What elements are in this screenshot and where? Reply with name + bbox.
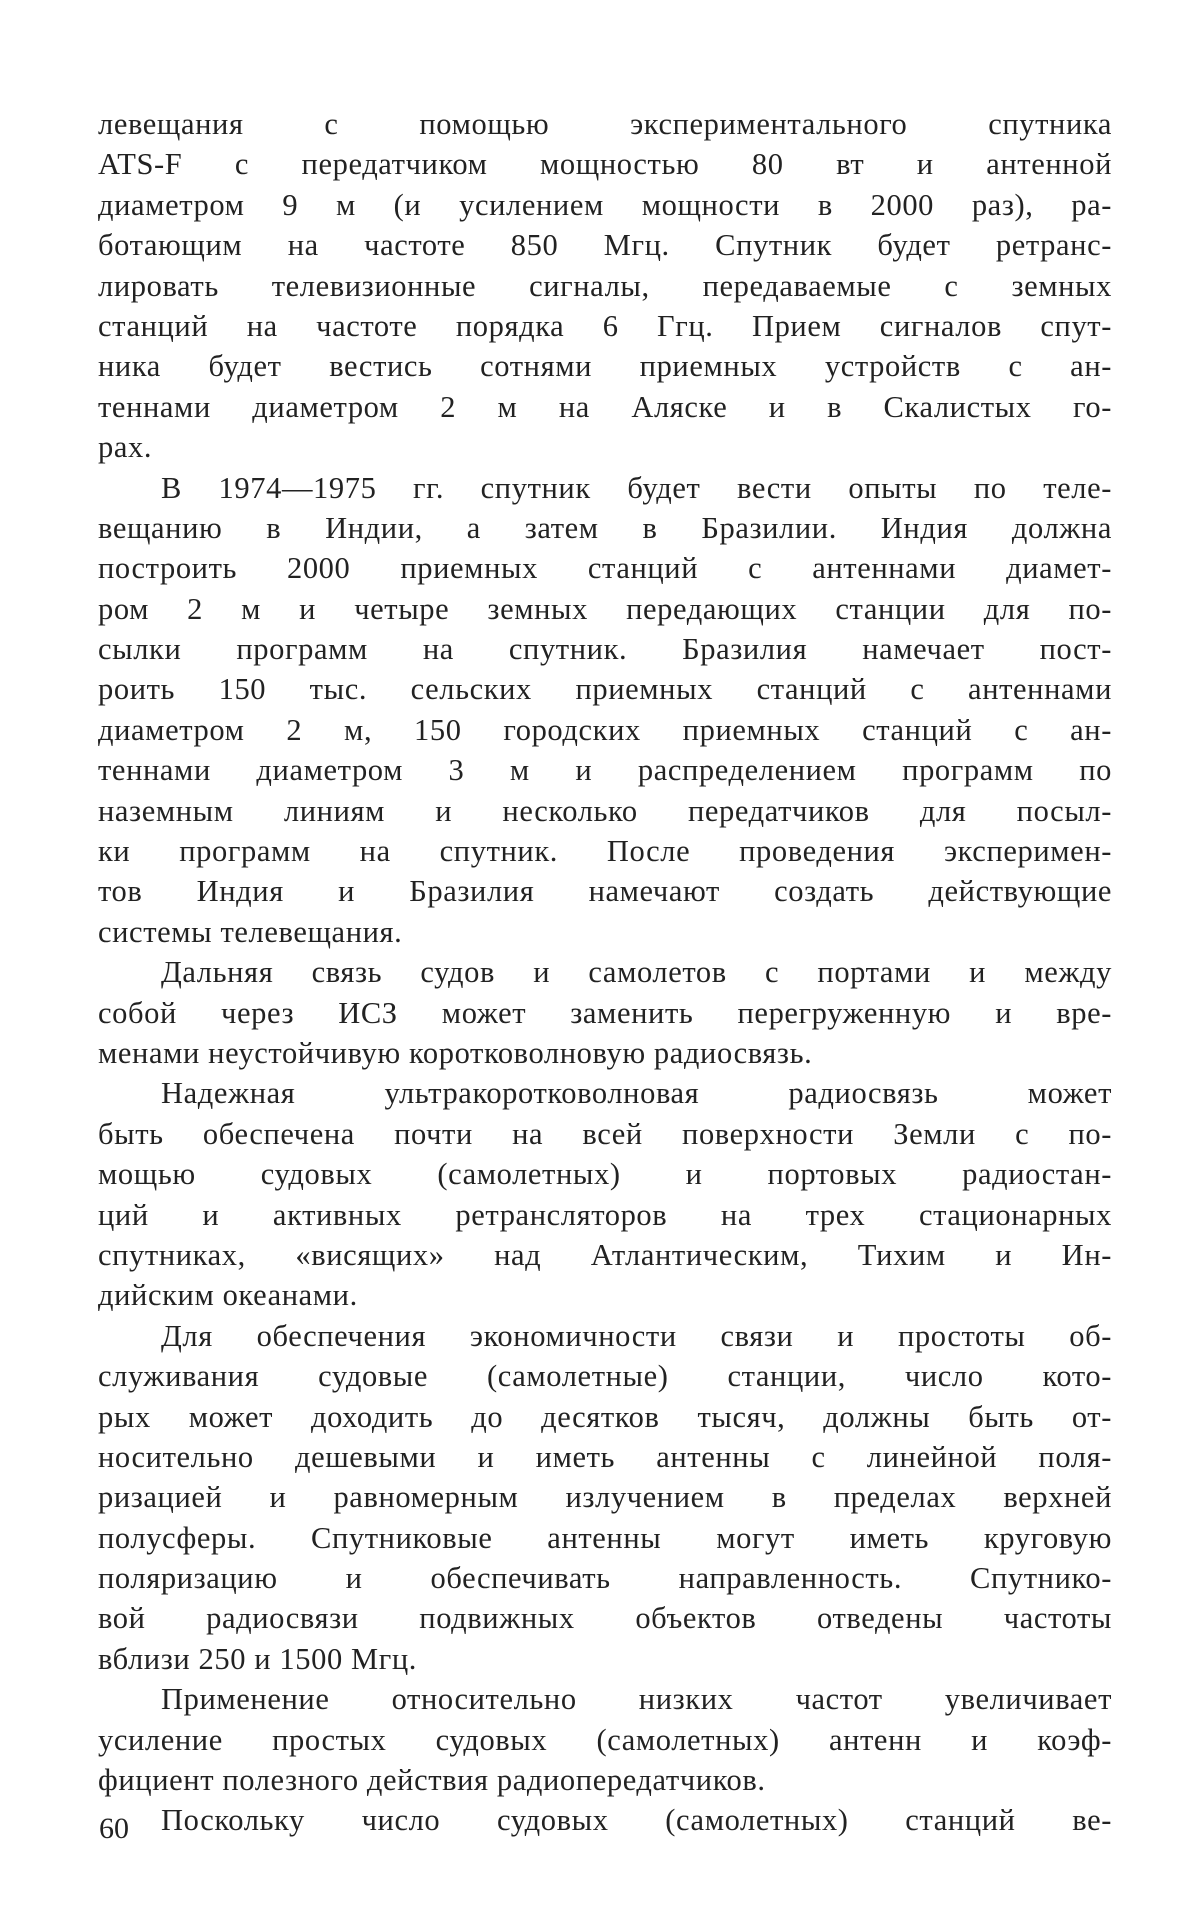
text-line: вой радиосвязи подвижных объектов отведены частоты [98, 1601, 1112, 1636]
text-line: ром 2 м и четыре земных передающих станции для по- [98, 591, 1112, 626]
text-line: построить 2000 приемных станций с антеннами диамет- [98, 551, 1112, 586]
text-line: усиление простых судовых (самолетных) антенн и коэф- [98, 1722, 1112, 1757]
text-line: диаметром 2 м, 150 городских приемных станций с ан- [98, 712, 1112, 747]
text-line: роить 150 тыс. сельских приемных станций с антеннами [98, 672, 1112, 707]
text-line: рах. [98, 430, 153, 465]
text-line: служивания судовые (самолетные) станции, число кото- [98, 1359, 1112, 1394]
text-line: левещания с помощью экспериментального спутника [98, 107, 1112, 141]
text-line: Для обеспечения экономичности связи и простоты об- [161, 1318, 1112, 1353]
text-line: Применение относительно низких частот увеличивает [161, 1682, 1112, 1717]
text-line: В 1974—1975 гг. спутник будет вести опыты по теле- [161, 470, 1112, 505]
paragraph [98, 1073, 1112, 1315]
text-line: рых может доходить до десятков тысяч, должны быть от- [98, 1399, 1112, 1434]
text-line: ника будет вестись сотнями приемных устройств с ан- [98, 349, 1112, 384]
text-line: теннами диаметром 2 м на Аляске и в Скалистых го- [98, 389, 1112, 424]
text-line: собой через ИСЗ может заменить перегруженную и вре- [98, 995, 1112, 1030]
text-line: вещанию в Индии, а затем в Бразилии. Индия должна [98, 510, 1112, 545]
text-line: фициент полезного действия радиопередатчиков. [98, 1763, 766, 1798]
text-line: спутниках, «висящих» над Атлантическим, Тихим и Ин- [98, 1237, 1112, 1272]
text-line: дийским океанами. [98, 1278, 358, 1313]
paragraph [98, 1800, 1112, 1840]
text-line: системы телевещания. [98, 914, 403, 949]
text-line: быть обеспечена почти на всей поверхности Земли с по- [98, 1116, 1112, 1151]
page-number: 60 [99, 1812, 129, 1845]
text-line: наземным линиям и несколько передатчиков для посыл- [98, 793, 1112, 828]
text-line: мощью судовых (самолетных) и портовых радиостан- [98, 1157, 1112, 1192]
paragraph [98, 952, 1112, 1073]
text-line: тов Индия и Бразилия намечают создать действующие [98, 874, 1112, 909]
paragraph [98, 104, 1112, 468]
text-line: теннами диаметром 3 м и распределением программ по [98, 753, 1112, 788]
text-line: носительно дешевыми и иметь антенны с линейной поля- [98, 1439, 1112, 1474]
paragraph [98, 468, 1112, 953]
text-line: вблизи 250 и 1500 Мгц. [98, 1641, 418, 1676]
text-line: ки программ на спутник. После проведения эксперимен- [98, 834, 1112, 869]
paragraph [98, 1679, 1112, 1800]
text-line: диаметром 9 м (и усилением мощности в 2000 раз), ра- [98, 187, 1112, 222]
text-line: станций на частоте порядка 6 Ггц. Прием сигналов спут- [98, 308, 1112, 343]
text-line: менами неустойчивую коротковолновую радиосвязь. [98, 1035, 813, 1070]
body-text [98, 104, 1112, 1841]
paragraph [98, 1316, 1112, 1680]
text-line: лировать телевизионные сигналы, передаваемые с земных [98, 268, 1112, 303]
text-line: ций и активных ретрансляторов на трех стационарных [98, 1197, 1112, 1232]
text-line: ботающим на частоте 850 Мгц. Спутник будет ретранс- [98, 228, 1112, 263]
text-line: Поскольку число судовых (самолетных) станций ве- [161, 1803, 1112, 1838]
text-line: Дальняя связь судов и самолетов с портами и между [161, 955, 1112, 990]
text-line: Надежная ультракоротковолновая радиосвязь может [161, 1076, 1112, 1111]
text-line: поляризацию и обеспечивать направленность. Спутнико- [98, 1561, 1112, 1596]
text-line: полусферы. Спутниковые антенны могут иметь круговую [98, 1520, 1112, 1555]
text-line: сылки программ на спутник. Бразилия намечает пост- [98, 632, 1112, 667]
text-line: ATS-F с передатчиком мощностью 80 вт и антенной [98, 147, 1112, 182]
text-line: ризацией и равномерным излучением в пределах верхней [98, 1480, 1112, 1515]
